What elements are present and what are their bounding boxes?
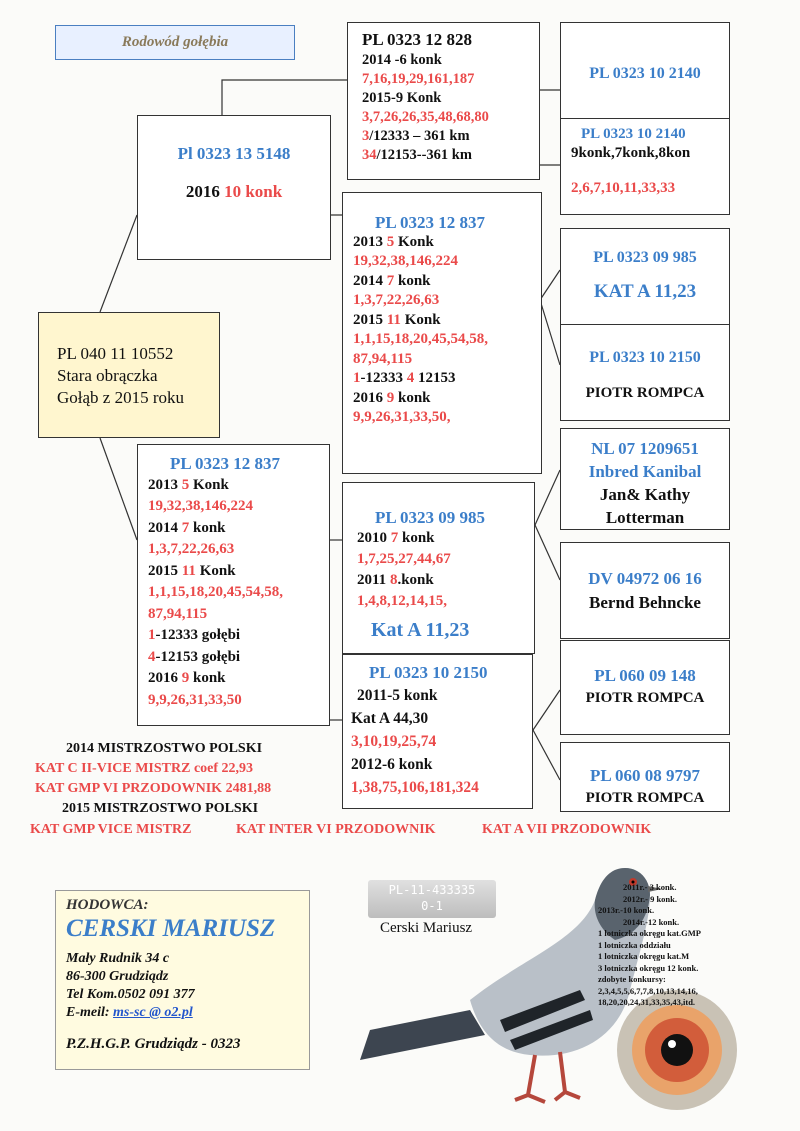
breeder-phone: Tel Kom.0502 091 377 <box>66 987 195 1002</box>
ff-place-2: 34 <box>362 147 377 163</box>
mfm-ring: DV 04972 06 16 <box>588 569 702 588</box>
mother-results-4: 9,9,26,31,33,50 <box>148 691 242 708</box>
breeder-name: CERSKI MARIUSZ <box>66 915 276 942</box>
ff-place-1: 3 <box>362 128 370 144</box>
mf-results-2: 1,4,8,12,14,15, <box>357 593 447 609</box>
mother-year-1: 2013 <box>148 476 178 493</box>
fm-konk-count-2: 7 <box>386 272 395 289</box>
breeder-box <box>55 890 310 1070</box>
mf-konk-label-1: konk <box>402 530 435 546</box>
mother-konk-count-1: 5 <box>181 476 190 493</box>
mfm-card <box>560 542 730 639</box>
ffm-line-2: 2,6,7,10,11,33,33 <box>571 180 676 196</box>
achievement-line-6: KAT INTER VI PRZODOWNIK <box>236 822 436 837</box>
mother-year-2: 2014 <box>148 519 178 536</box>
mother-place-2-label: -12153 gołębi <box>155 648 241 665</box>
fm-place-2-label: 12153 <box>418 370 456 386</box>
achievement-line-7: KAT A VII PRZODOWNIK <box>482 822 652 837</box>
pigeon-stats <box>598 882 798 1009</box>
stats-line-7: 1 lotniczka okręgu kat.M <box>598 951 690 961</box>
mf-year-2: 2011 <box>357 572 387 588</box>
ff-card <box>347 22 540 180</box>
mother-results-3a: 1,1,15,18,20,45,54,58, <box>148 584 283 600</box>
mf-year-1: 2010 <box>357 530 387 546</box>
fm-year-2: 2014 <box>353 272 383 289</box>
ff-line-1: 2014 -6 konk <box>362 52 442 68</box>
mf-konk-count-2: 8 <box>389 572 398 588</box>
mff-card <box>560 428 730 530</box>
mm-line-1: 2011-5 konk <box>357 687 438 704</box>
father-ring: Pl 0323 13 5148 <box>177 144 291 163</box>
ring-number: PL-11-433335 <box>388 883 476 897</box>
fmf-kat: KAT A 11,23 <box>593 281 697 302</box>
father-card <box>137 115 331 260</box>
mother-year-3: 2015 <box>148 562 178 579</box>
fmm-ring: PL 0323 10 2150 <box>589 349 701 366</box>
mmm-ring: PL 060 08 9797 <box>589 766 701 785</box>
mf-konk-label-2: .konk <box>397 572 434 588</box>
ff-line-3: 2015-9 Konk <box>362 90 442 106</box>
mm-card <box>342 654 533 809</box>
mf-konk-count-1: 7 <box>390 530 399 546</box>
fm-year-3: 2015 <box>353 311 383 328</box>
mother-year-4: 2016 <box>148 670 178 686</box>
ffm-ring: PL 0323 10 2140 <box>581 126 686 142</box>
breeder-label: HODOWCA: <box>66 897 149 913</box>
mother-konk-label-1: Konk <box>193 476 229 493</box>
achievement-line-2: KAT C II-VICE MISTRZ coef 22,93 <box>35 761 254 776</box>
fm-ring: PL 0323 12 837 <box>375 213 486 232</box>
fmf-card <box>560 228 730 325</box>
mff-ring: NL 07 1209651 <box>591 439 699 458</box>
fm-konk-count-1: 5 <box>386 233 395 250</box>
fm-results-3a: 1,1,15,18,20,45,54,58, <box>353 331 488 347</box>
stats-line-11: 18,20,20,24,31,33,35,43,itd. <box>598 997 696 1007</box>
mm-line-4: 2012-6 konk <box>351 756 433 773</box>
ff-line-2: 7,16,19,29,161,187 <box>362 71 475 87</box>
breeder-email-label: E-meil: <box>66 1005 110 1020</box>
mother-place-2: 4 <box>148 648 156 665</box>
photo-owner: Cerski Mariusz <box>380 920 473 936</box>
mother-konk-count-3: 11 <box>181 562 196 579</box>
fm-results-1: 19,32,38,146,224 <box>353 253 458 269</box>
mf-results-1: 1,7,25,27,44,67 <box>357 551 451 567</box>
father-year: 2016 <box>185 182 220 201</box>
fm-konk-label-1: Konk <box>398 233 434 250</box>
mff-name: Inbred Kanibal <box>588 462 702 481</box>
ff-ring: PL 0323 12 828 <box>362 30 473 49</box>
stats-line-4: 2014r.-12 konk. <box>623 916 680 927</box>
fm-results-3b: 87,94,115 <box>353 350 413 367</box>
mother-card <box>137 444 330 726</box>
fm-konk-label-2: konk <box>398 272 431 289</box>
fm-place-1-label: -12333 <box>360 370 403 386</box>
mf-ring: PL 0323 09 985 <box>375 508 486 527</box>
mother-konk-count-4: 9 <box>181 670 190 686</box>
fm-place-1: 1 <box>353 370 361 386</box>
mmm-breeder: PIOTR ROMPCA <box>585 790 705 806</box>
mff-owner-1: Jan& Kathy <box>599 485 691 504</box>
fm-place-2: 4 <box>406 370 415 386</box>
mmm-card <box>560 742 730 812</box>
fff-ring: PL 0323 10 2140 <box>589 65 701 82</box>
achievement-2014-header: 2014 MISTRZOSTWO POLSKI <box>66 741 263 756</box>
breeder-club: P.Z.H.G.P. Grudziądz - 0323 <box>66 1036 241 1052</box>
breeder-address-1: Mały Rudnik 34 c <box>66 951 170 966</box>
fmf-ring: PL 0323 09 985 <box>593 249 697 266</box>
father-konk: 10 konk <box>224 182 283 201</box>
fm-year-4: 2016 <box>353 389 383 406</box>
stats-line-1: 2011r.- 3 konk. <box>623 882 677 892</box>
fm-results-2: 1,3,7,22,26,63 <box>353 292 440 308</box>
fm-year-1: 2013 <box>353 233 383 250</box>
ffm-line-1: 9konk,7konk,8kon <box>571 145 691 161</box>
main-note-1: Stara obrączka <box>57 366 158 385</box>
breeder-email-link[interactable]: ms-sc @ o2.pl <box>113 1005 193 1020</box>
fm-konk-count-4: 9 <box>386 389 395 406</box>
ff-line-5: /12333 – 361 km <box>369 128 470 144</box>
mmf-card <box>560 640 730 735</box>
main-ring: PL 040 11 10552 <box>57 344 174 363</box>
mother-place-1: 1 <box>148 627 156 643</box>
mmf-ring: PL 060 09 148 <box>594 666 696 685</box>
achievement-2015-header: 2015 MISTRZOSTWO POLSKI <box>62 801 259 816</box>
mmf-breeder: PIOTR ROMPCA <box>585 690 705 706</box>
main-note-2: Gołąb z 2015 roku <box>57 388 185 407</box>
mother-konk-label-3: Konk <box>199 562 236 579</box>
achievement-line-3: KAT GMP VI PRZODOWNIK 2481,88 <box>35 781 272 796</box>
mother-results-3b: 87,94,115 <box>148 605 208 622</box>
mother-ring: PL 0323 12 837 <box>170 454 281 473</box>
achievement-line-5: KAT GMP VICE MISTRZ <box>30 822 192 837</box>
stats-line-10: 2,3,4,5,5,6,7,7,8,10,13,14,16, <box>598 985 698 996</box>
stats-line-3: 2013r.-10 konk. <box>598 905 655 915</box>
fmm-card <box>560 324 730 421</box>
mfm-breeder: Bernd Behncke <box>589 593 701 612</box>
stats-line-8: 3 lotniczka okręgu 12 konk. <box>598 962 699 973</box>
mm-ring: PL 0323 10 2150 <box>369 663 488 682</box>
mff-owner-2: Lotterman <box>605 508 685 527</box>
mother-konk-label-2: konk <box>193 519 226 536</box>
mother-konk-count-2: 7 <box>181 519 190 536</box>
pedigree-title: Rodowód gołębia <box>55 25 295 60</box>
mf-card <box>342 482 535 654</box>
stats-line-6: 1 lotniczka oddziału <box>598 939 671 950</box>
mother-results-1: 19,32,38,146,224 <box>148 498 253 514</box>
mm-line-2: Kat A 44,30 <box>351 710 429 727</box>
fm-konk-label-3: Konk <box>404 311 441 328</box>
breeder-address-2: 86-300 Grudziądz <box>66 969 169 984</box>
stats-line-5: 1 lotniczka okręgu kat.GMP <box>598 928 701 938</box>
fm-konk-count-3: 11 <box>386 311 401 328</box>
mother-results-2: 1,3,7,22,26,63 <box>148 541 235 557</box>
ring-sub: 0-1 <box>421 899 443 913</box>
stats-line-2: 2012r.- 9 konk. <box>623 893 678 904</box>
mm-line-3: 3,10,19,25,74 <box>351 733 437 750</box>
fmm-breeder: PIOTR ROMPCA <box>585 385 705 401</box>
ff-line-4: 3,7,26,26,35,48,68,80 <box>362 109 489 125</box>
fff-card <box>560 22 730 119</box>
mf-kat: Kat A 11,23 <box>371 619 470 641</box>
stats-line-9: zdobyte konkursy: <box>598 974 666 984</box>
main-pigeon-card <box>38 312 220 438</box>
mm-line-5: 1,38,75,106,181,324 <box>351 779 479 796</box>
fm-konk-label-4: konk <box>398 389 431 406</box>
fm-results-4: 9,9,26,31,33,50, <box>353 409 451 425</box>
mother-konk-label-4: konk <box>193 670 226 686</box>
ffm-card <box>560 118 730 215</box>
fm-card <box>342 192 542 474</box>
ff-line-6: /12153--361 km <box>376 147 472 163</box>
mother-place-1-label: -12333 gołębi <box>155 627 241 643</box>
